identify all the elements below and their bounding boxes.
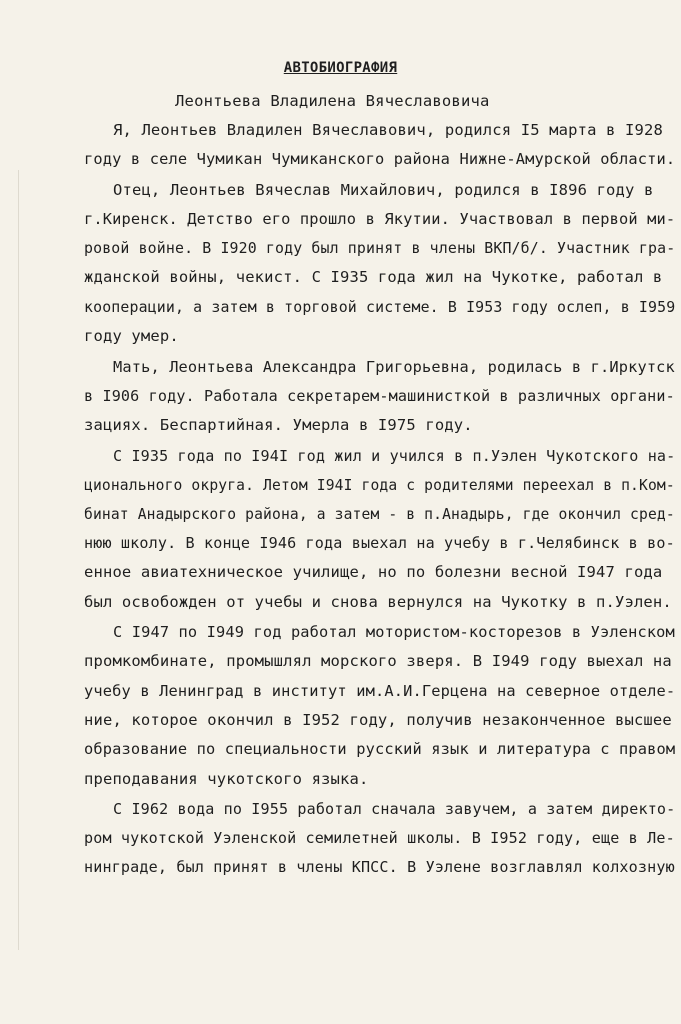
text-line: был освобожден от учебы и снова вернулся на Чукотку в п.Уэлен. <box>84 593 672 611</box>
text-line: году умер. <box>84 327 179 345</box>
text-line: году в селе Чумикан Чумиканского района Нижне-Амурской области. <box>84 150 676 168</box>
text-line: бинат Анадырского района, а затем - в п.Анадырь, где окончил сред- <box>84 505 675 523</box>
text-line: нюю школу. В конце I946 года выехал на учебу в г.Челябинск в во- <box>84 534 675 552</box>
paper-fold-mark <box>18 170 19 950</box>
text-line: С I947 по I949 год работал мотористом-косторезов в Уэленском <box>113 623 675 641</box>
text-line: Отец, Леонтьев Вячеслав Михайлович, родился в I896 году в <box>113 181 654 199</box>
text-line: в I906 году. Работала секретарем-машинисткой в различных органи- <box>84 387 675 405</box>
text-line: ром чукотской Уэленской семилетней школы. В I952 году, еще в Ле- <box>84 829 675 847</box>
text-line: С I935 года по I94I год жил и учился в п.Уэлен Чукотского на- <box>113 447 676 465</box>
text-line: промкомбинате, промышлял морского зверя. В I949 году выехал на <box>84 652 672 670</box>
document-subtitle: Леонтьева Владилена Вячеславовича <box>175 92 490 110</box>
text-line: учебу в Ленинград в институт им.А.И.Герцена на северное отделе- <box>84 682 676 700</box>
text-line: кооперации, а затем в торговой системе. В I953 году ослеп, в I959 <box>84 298 676 316</box>
text-line: зациях. Беспартийная. Умерла в I975 году. <box>84 416 473 434</box>
text-line: ние, которое окончил в I952 году, получив незаконченное высшее <box>84 711 672 729</box>
text-line: г.Киренск. Детство его прошло в Якутии. Участвовал в первой ми- <box>84 210 676 228</box>
text-line: Мать, Леонтьева Александра Григорьевна, родилась в г.Иркутск <box>113 358 675 376</box>
text-line: образование по специальности русский язык и литература с правом <box>84 740 676 758</box>
text-line: ционального округа. Летом I94I года с родителями переехал в п.Ком- <box>84 476 675 494</box>
text-line: преподавания чукотского языка. <box>84 770 369 788</box>
text-line: жданской войны, чекист. С I935 года жил на Чукотке, работал в <box>84 268 663 286</box>
document-title: АВТОБИОГРАФИЯ <box>283 60 398 76</box>
text-line: С I962 вода по I955 работал сначала завучем, а затем директо- <box>113 800 676 818</box>
text-line: Я, Леонтьев Владилен Вячеславович, родился I5 марта в I928 <box>113 121 663 139</box>
text-line: енное авиатехническое училище, но по болезни весной I947 года <box>84 563 663 581</box>
text-line: нинграде, был принят в члены КПСС. В Уэлене возглавлял колхозную <box>84 858 675 876</box>
text-line: ровой войне. В I920 году был принят в члены ВКП/б/. Участник гра- <box>84 239 676 257</box>
